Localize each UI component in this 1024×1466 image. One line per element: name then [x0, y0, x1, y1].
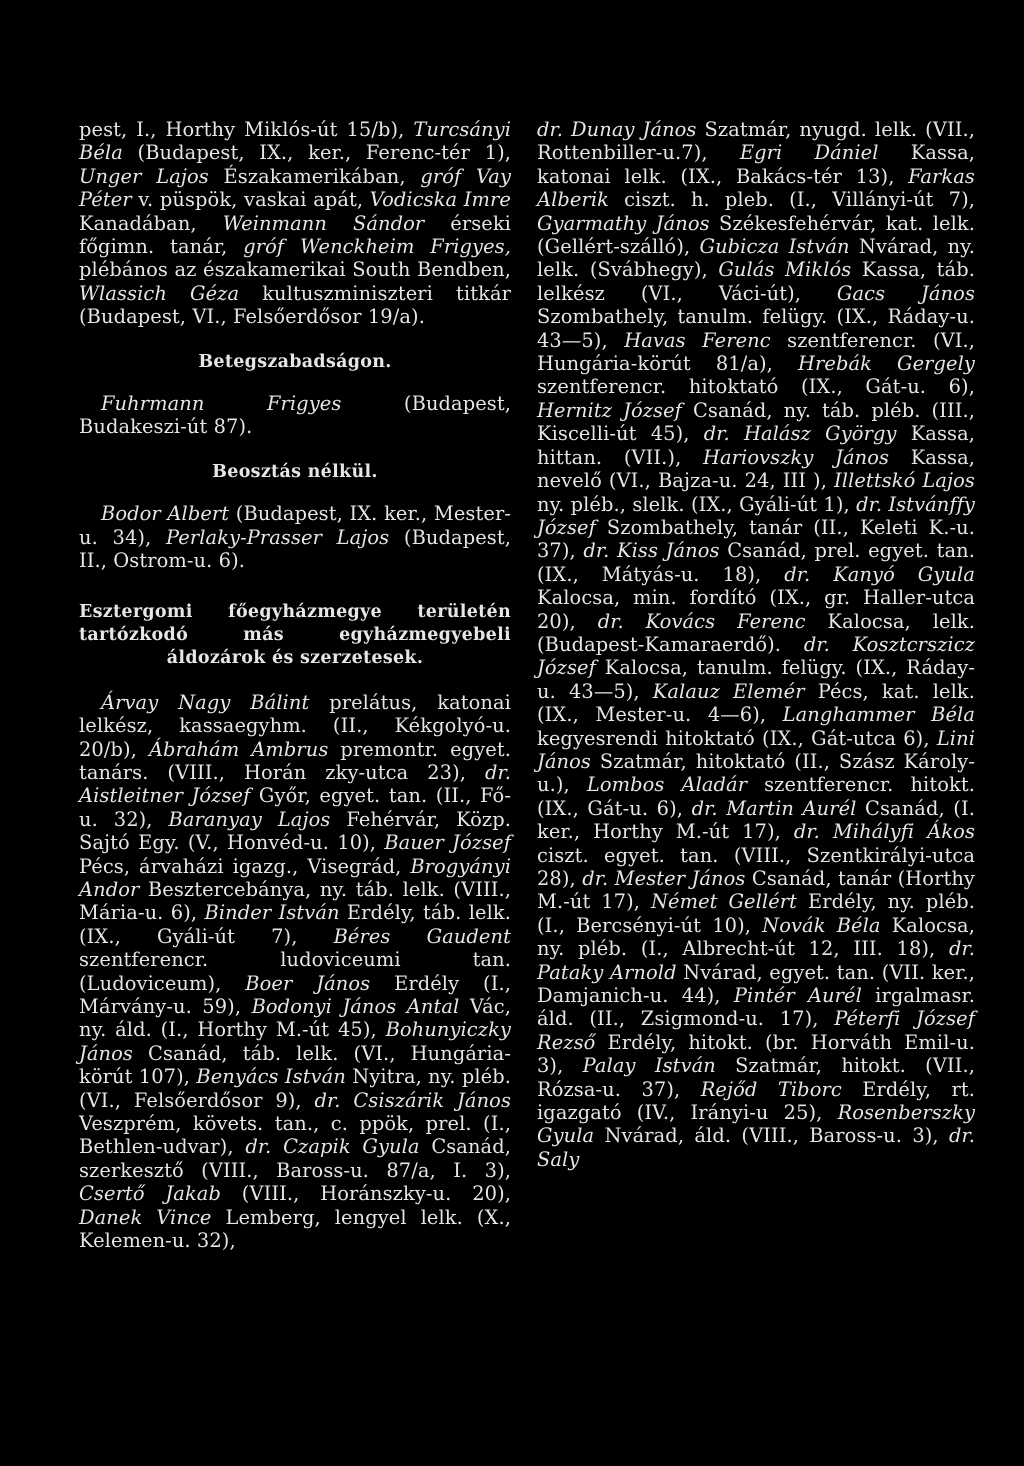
- text-run: Csanád, tanár (Horthy M.-út 17),: [537, 867, 975, 914]
- text-run: Kanadában,: [79, 211, 223, 235]
- person-name: dr. Halász György: [703, 422, 897, 446]
- person-name: dr. Kosztcrszicz József: [537, 632, 975, 680]
- person-name: Gulás Miklós: [718, 258, 852, 282]
- text-run: Erdély, táb. lelk. (IX., Gyáli-út 7),: [79, 901, 512, 948]
- text-run: Szombathely, tanár (II., Keleti K.-u. 37),: [537, 515, 975, 563]
- section-heading: Esztergomi főegyházmegye területén tartózkodó más egyházmegyebeli áldozárok és szerzetesek.: [79, 601, 511, 669]
- text-run: ny. pléb., slelk. (IX., Gyáli-út 1),: [537, 492, 857, 516]
- text-run: Kassa, nevelő (VI., Bajza-u. 24, III ),: [537, 445, 975, 493]
- text-run: Kalocsa, ny. pléb. (I., Albrecht-út 12, III. 18),: [537, 913, 975, 961]
- person-name: dr. Aistleitner József: [79, 760, 511, 808]
- person-name: Langhammer Béla: [782, 703, 975, 727]
- person-name: gróf Wenckheim Frigyes,: [243, 235, 511, 259]
- text-run: Erdély, rt. igazgató (IV., Irányi-u 25),: [537, 1077, 976, 1125]
- person-name: Binder István: [204, 901, 340, 925]
- person-name: dr. Kovács Ferenc: [597, 609, 806, 633]
- person-name: dr. Mester János: [582, 867, 746, 890]
- person-name: Havas Ferenc: [624, 328, 771, 352]
- person-name: Weinmann Sándor: [222, 211, 425, 235]
- text-run: Nvárad, egyet. tan. (VII. ker., Damjanich-u. 44),: [537, 960, 975, 1008]
- person-name: Danek Vince: [79, 1205, 212, 1229]
- text-run: szentferencr. hitokt. (IX., Gát-u. 6),: [537, 773, 976, 820]
- person-name: dr. Czapik Gyula: [245, 1135, 420, 1159]
- person-name: Brogyányi Andor: [79, 854, 511, 901]
- text-run: (Budapest, II., Ostrom-u. 6).: [79, 525, 511, 573]
- person-name: gróf Vay Péter: [79, 164, 512, 212]
- text-run: pest, I., Horthy Miklós-út 15/b),: [79, 118, 414, 141]
- person-name: Turcsányi Béla: [79, 118, 511, 165]
- text-run: Nvárad, áld. (VIII., Baross-u. 3),: [594, 1124, 949, 1148]
- person-name: Boer János: [245, 971, 371, 995]
- person-name: Bohunyiczky János: [79, 1018, 511, 1065]
- person-name: Benyács István: [196, 1065, 346, 1089]
- text-run: Északamerikában,: [208, 164, 421, 188]
- person-name: Palay István: [582, 1054, 716, 1078]
- person-name: Perlaky-Prasser Lajos: [166, 525, 390, 549]
- text-run: Kalocsa, lelk. (Budapest-Kamaraerdő).: [537, 609, 975, 656]
- person-name: dr. Istvánffy József: [537, 492, 975, 539]
- text-run: szentferencr. ludoviceumi tan. (Ludoviceum),: [79, 948, 511, 995]
- text-run: Csanád, ny. táb. pléb. (III., Kiscelli-út 45),: [537, 398, 975, 446]
- text-run: Csanád, táb. lelk. (VI., Hungária-körút 107),: [79, 1041, 511, 1089]
- text-run: Vác, ny. áld. (I., Horthy M.-út 45),: [79, 995, 511, 1042]
- text-run: Kassa, katonai lelk. (IX., Bakács-tér 13),: [537, 141, 976, 188]
- text-run: kegyesrendi hitoktató (IX., Gát-utca 6),: [537, 726, 937, 750]
- text-run: (Budapest, IX. ker., Mester-u. 34),: [79, 502, 511, 549]
- text-run: Szatmár, hitokt. (VII., Rózsa-u. 37),: [537, 1054, 975, 1101]
- person-name: Német Gellért: [650, 890, 798, 914]
- text-run: Csanád, prel. egyet. tan. (IX., Mátyás-u. 18),: [537, 539, 975, 586]
- text-run: Kalocsa, tanulm. felügy. (IX., Ráday-u. 43—5),: [537, 656, 975, 703]
- text-run: Kassa, hittan. (VII.),: [537, 422, 975, 469]
- text-run: Szatmár, nyugd. lelk. (VII., Rottenbiller-u.7),: [537, 118, 976, 165]
- person-name: Unger Lajos: [79, 164, 209, 188]
- text-run: ciszt. h. pleb. (I., Villányi-út 7),: [609, 188, 975, 212]
- person-name: Csertő Jakab: [79, 1182, 221, 1206]
- text-run: (Budapest, Budakeszi-út 87).: [79, 392, 511, 439]
- person-name: Gubicza István: [699, 235, 850, 259]
- text-run: Szatmár, hitoktató (II., Szász Károly-u.),: [537, 749, 975, 797]
- paragraph: [79, 502, 511, 572]
- person-name: Bauer József: [384, 831, 511, 855]
- paragraph: [537, 118, 975, 1171]
- person-name: Péterfi József Rezső: [537, 1007, 975, 1054]
- text-run: Csanád, (I. ker., Horthy M.-út 17),: [537, 796, 975, 844]
- right-column: [537, 118, 975, 1171]
- text-run: prelátus, katonai lelkész, kassaegyhm. (II., Kékgolyó-u. 20/b),: [79, 690, 511, 761]
- text-run: Erdély, hitokt. (br. Horváth Emil-u. 3),: [537, 1030, 975, 1078]
- person-name: dr. Saly: [537, 1124, 975, 1171]
- text-run: Székesfehérvár, kat. lelk. (Gellért-szálló),: [537, 211, 975, 259]
- person-name: Rosenberszky Gyula: [537, 1101, 975, 1148]
- text-run: érseki főgimn. tanár,: [79, 211, 511, 259]
- person-name: Baranyay Lajos: [168, 807, 331, 831]
- person-name: dr. Martin Aurél: [691, 796, 857, 820]
- text-run: Fehérvár, Közp. Sajtó Egy. (V., Honvéd-u. 10),: [79, 807, 511, 855]
- left-column: [79, 118, 511, 1252]
- text-run: Pécs, árvaházi igazg., Visegrád,: [79, 854, 411, 878]
- text-run: ciszt. egyet. tan. (VIII., Szentkirályi-utca 28),: [537, 843, 975, 890]
- person-name: Hernitz József: [537, 398, 682, 422]
- text-run: Nyitra, ny. pléb. (VI., Felsőerdősor 9),: [79, 1065, 511, 1112]
- person-name: Gyarmathy János: [537, 211, 710, 235]
- person-name: Illettskó Lajos: [833, 469, 975, 493]
- paragraph: [79, 691, 511, 1253]
- text-run: Erdély, ny. pléb. (I., Bercsényi-út 10),: [537, 890, 976, 937]
- text-run: Győr, egyet. tan. (II., Fő-u. 32),: [79, 784, 511, 831]
- person-name: Pintér Aurél: [733, 984, 862, 1008]
- person-name: Lombos Aladár: [586, 773, 748, 797]
- person-name: Hariovszky János: [703, 445, 890, 469]
- person-name: dr. Kanyó Gyula: [784, 562, 975, 586]
- person-name: Béres Gaudent: [333, 924, 511, 948]
- section-heading: Beosztás nélkül.: [212, 461, 378, 482]
- text-run: Besztercebánya, ny. táb. lelk. (VIII., Mária-u. 6),: [79, 877, 511, 925]
- text-run: Pécs, kat. lelk. (IX., Mester-u. 4—6),: [537, 679, 975, 727]
- text-run: szentferencr. hitoktató (IX., Gát-u. 6),: [537, 375, 975, 399]
- text-run: Erdély (I., Márvány-u. 59),: [79, 971, 511, 1018]
- person-name: dr. Kiss János: [583, 539, 720, 563]
- person-name: Ábrahám Ambrus: [148, 737, 329, 761]
- person-name: Novák Béla: [762, 913, 881, 937]
- paragraph: [79, 118, 511, 329]
- person-name: Árvay Nagy Bálint: [101, 690, 310, 714]
- text-run: v. püspök, vaskai apát,: [131, 188, 370, 212]
- person-name: Wlassich Géza: [79, 281, 240, 305]
- person-name: Egri Dániel: [739, 141, 879, 165]
- paragraph: [79, 392, 511, 439]
- person-name: Farkas Alberik: [537, 164, 975, 212]
- text-run: plébános az északamerikai South Bendben,: [79, 258, 511, 282]
- text-run: Nvárad, ny. lelk. (Svábhegy),: [537, 235, 975, 282]
- person-name: Vodicska Imre: [369, 188, 511, 212]
- section-heading: Betegszabadságon.: [198, 351, 392, 372]
- person-name: Rejőd Tiborc: [700, 1077, 842, 1101]
- person-name: Lini János: [537, 726, 975, 773]
- person-name: Hrebák Gergely: [797, 352, 975, 376]
- text-run: Lemberg, lengyel lelk. (X., Kelemen-u. 32),: [79, 1205, 511, 1253]
- person-name: dr. Dunay János: [537, 118, 697, 141]
- text-run: premontr. egyet. tanárs. (VIII., Horán zky-utca 23),: [79, 737, 511, 784]
- person-name: dr. Csiszárik János: [314, 1088, 511, 1112]
- text-run: (Budapest, IX., ker., Ferenc-tér 1),: [122, 141, 511, 165]
- text-run: (VIII., Horánszky-u. 20),: [220, 1182, 511, 1206]
- text-run: Veszprém, követs. tan., c. ppök, prel. (I., Bethlen-udvar),: [79, 1112, 511, 1159]
- text-run: irgalmasr. áld. (II., Zsigmond-u. 17),: [537, 984, 976, 1031]
- text-run: Kassa, táb. lelkész (VI., Váci-út),: [537, 258, 975, 305]
- text-run: kultuszminiszteri titkár (Budapest, VI., Felsőerdősor 19/a).: [79, 281, 512, 329]
- person-name: Bodor Albert: [101, 502, 230, 526]
- text-run: szentferencr. (VI., Hungária-körút 81/a),: [537, 328, 975, 376]
- person-name: dr. Mihályfi Ákos: [793, 820, 975, 844]
- text-run: Csanád, szerkesztő (VIII., Baross-u. 87/a, I. 3),: [79, 1135, 511, 1182]
- person-name: Bodonyi János Antal: [251, 995, 460, 1018]
- person-name: Gacs János: [836, 281, 975, 305]
- person-name: Fuhrmann Frigyes: [101, 392, 342, 416]
- text-run: Kalocsa, min. fordító (IX., gr. Haller-utca 20),: [537, 586, 975, 633]
- person-name: dr. Pataky Arnold: [537, 937, 975, 984]
- person-name: Kalauz Elemér: [652, 679, 805, 703]
- text-run: Szombathely, tanulm. felügy. (IX., Ráday-u. 43—5),: [537, 305, 975, 352]
